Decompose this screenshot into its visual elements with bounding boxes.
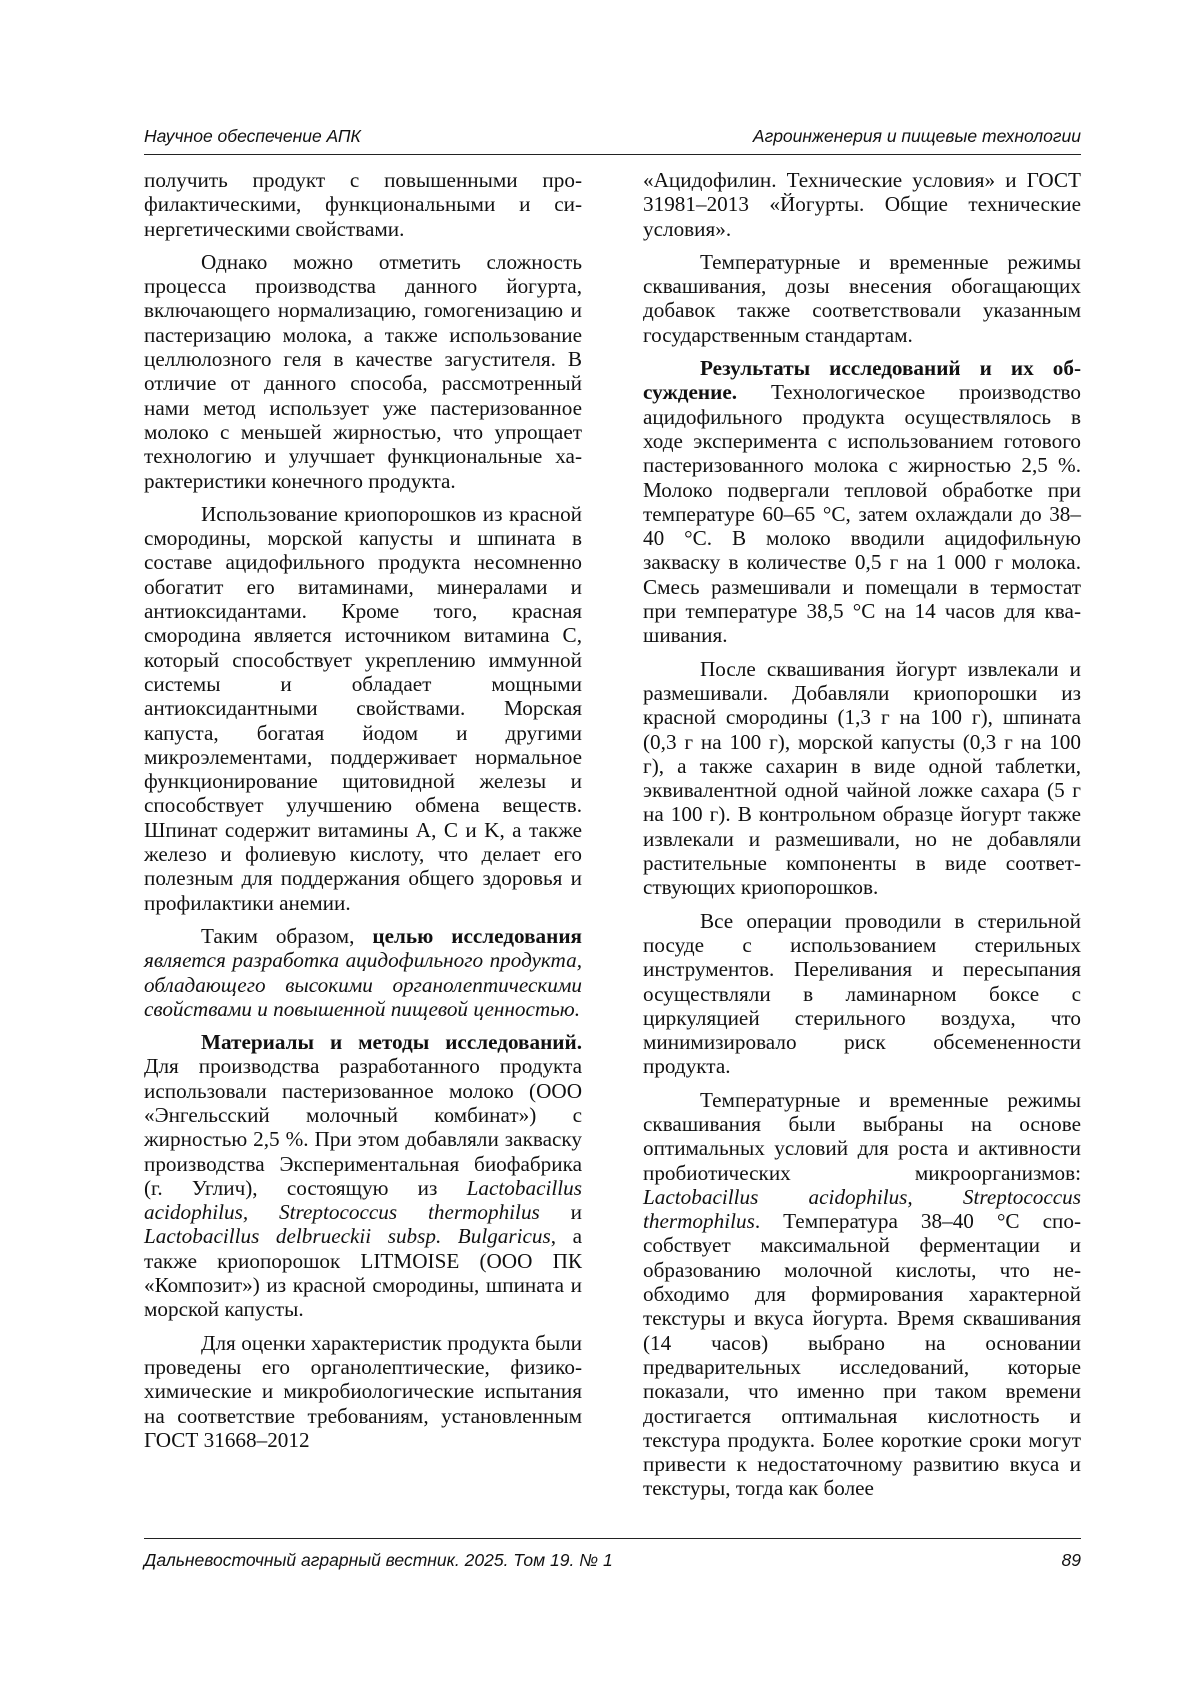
- journal-citation: Дальневосточный аграрный вестник. 2025. Том 19. № 1: [144, 1550, 613, 1570]
- right-column: [643, 168, 1081, 1510]
- bold-term: целью исследования: [372, 923, 582, 948]
- text-run: , а также криопорошок LITMOISE (ООО ПК «Композит») из красной смородины, шпината и морской капусты.: [144, 1224, 583, 1322]
- header-right-section: Агроинженерия и пищевые технологии: [752, 126, 1081, 146]
- text-run: Для производства разработанного продукта использовали пастеризованное молоко (ООО «Энгельсский молочный комбинат») с жирностью 2,5 %. При этом добавляли закваску производства Экспериментальная биофабрика (г. Углич), состоящую из: [144, 1054, 582, 1200]
- footer-divider: [144, 1538, 1081, 1539]
- text-run: Таким образом,: [201, 923, 373, 948]
- paragraph: Все операции проводили в стерильной посуде с использованием стерильных инструментов. Переливания и пересыпания осуществляли в ламинарном боксе с циркуляцией стерильного воздуха, что минимизировало риск обсемененности продукта.: [643, 908, 1081, 1079]
- paragraph: [643, 1088, 1081, 1501]
- section-heading: Материалы и методы исследований.: [201, 1030, 582, 1055]
- paragraph-research-aim: [144, 924, 582, 1021]
- paragraph: Однако можно отметить сложность процесса производства данного йогурта, включающего нормализацию, гомогенизацию и пастеризацию молока, а также использование целлюлозного геля в качестве загустителя. В отличие от данного способа, рассмотренный нами метод использует уже пастеризованное молоко с меньшей жирностью, что упрощает технологию и улучшает функциональные характеристики конечного продукта.: [144, 249, 582, 493]
- paragraph-methods: [144, 1030, 582, 1322]
- italic-text: является разработка ацидофильного продукта, обладающего высокими органолептическими свойствами и повышенной пищевой ценностью.: [144, 948, 582, 1021]
- page-footer: [144, 1546, 1081, 1574]
- section-heading: Результаты исследований и их обсуждение.: [643, 356, 1081, 405]
- text-run: Технологическое производство ацидофильного продукта осуществлялось в ходе эксперимента с использованием готового пастеризованного молока с жирностью 2,5 %. Молоко подвергали тепловой обработке при температуре 60–65 °C, затем охлаждали до 38–40 °C. В молоко вводили ацидофильную закваску в количестве 0,5 г на 1 000 г молока. Смесь размешивали и помещали в термостат при температуре 38,5 °C на 14 часов для квашивания.: [643, 380, 1081, 648]
- text-run: . Температура 38–40 °C способствует максимальной ферментации и образованию молочной кислоты, что необходимо для формирования характерной текстуры и вкуса йогурта. Время сквашивания (14 часов) выбрано на основании предварительных исследований, которые показали, что именно при таком времени достигается оптимальная кислотность и текстура продукта. Более короткие сроки могут привести к недостаточному развитию вкуса и текстуры, тогда как более: [643, 1209, 1081, 1501]
- text-run: Температурные и временные режимы сквашивания были выбраны на основе оптимальных условий для роста и активности пробиотических микроорганизмов:: [643, 1087, 1081, 1185]
- paragraph: Использование криопорошков из красной смородины, морской капусты и шпината в составе ацидофильного продукта несомненно обогатит его витаминами, минералами и антиоксидантами. Кроме того, красная смородина является источником витамина C, который способствует укреплению иммунной системы и обладает мощными антиоксидантными свойствами. Морская капуста, богатая йодом и другими микроэлементами, поддерживает нормальное функционирование щитовидной железы и способствует улучшению обмена веществ. Шпинат содержит витамины A, C и K, а также железо и фолиевую кислоту, что делает его полезным для поддержания общего здоровья и профилактики анемии.: [144, 501, 582, 915]
- paragraph-results: [643, 356, 1081, 648]
- paragraph: Температурные и временные режимы сквашивания, дозы внесения обогащающих добавок также соответствовали указанным государственным стандартам.: [643, 249, 1081, 347]
- species-name: Lactobacillus acidophilus, Streptococcus thermophilus: [643, 1184, 1081, 1234]
- paragraph: получить продукт с повышенными профилактическими, функциональными и синергетическими свойствами.: [144, 168, 582, 241]
- paragraph: «Ацидофилин. Технические условия» и ГОСТ 31981–2013 «Йогурты. Общие технические условия».: [643, 168, 1081, 241]
- paragraph: Для оценки характеристик продукта были проведены его органолептические, физико-химические и микробиологические испытания на соответствие требованиям, установленным ГОСТ 31668–2012: [144, 1330, 582, 1452]
- left-column: [144, 168, 582, 1461]
- paragraph: После сквашивания йогурт извлекали и размешивали. Добавляли криопорошки из красной смородины (1,3 г на 100 г), шпината (0,3 г на 100 г), морской капусты (0,3 г на 100 г), а также сахарин в виде одной таблетки, эквивалентной одной чайной ложке сахара (5 г на 100 г). В контрольном образце йогурт также извлекали и размешивали, но не добавляли растительные компоненты в виде соответствующих криопорошков.: [643, 656, 1081, 900]
- page-number: 89: [1061, 1550, 1081, 1570]
- species-name: Lactobacillus delbrueckii subsp. Bulgaricus: [144, 1224, 551, 1249]
- species-name: Lactobacillus acidophilus, Streptococcus thermophilus: [144, 1175, 582, 1225]
- header-left-title: Научное обеспечение АПК: [144, 126, 361, 146]
- text-run: и: [539, 1200, 583, 1225]
- running-header: [144, 122, 1081, 155]
